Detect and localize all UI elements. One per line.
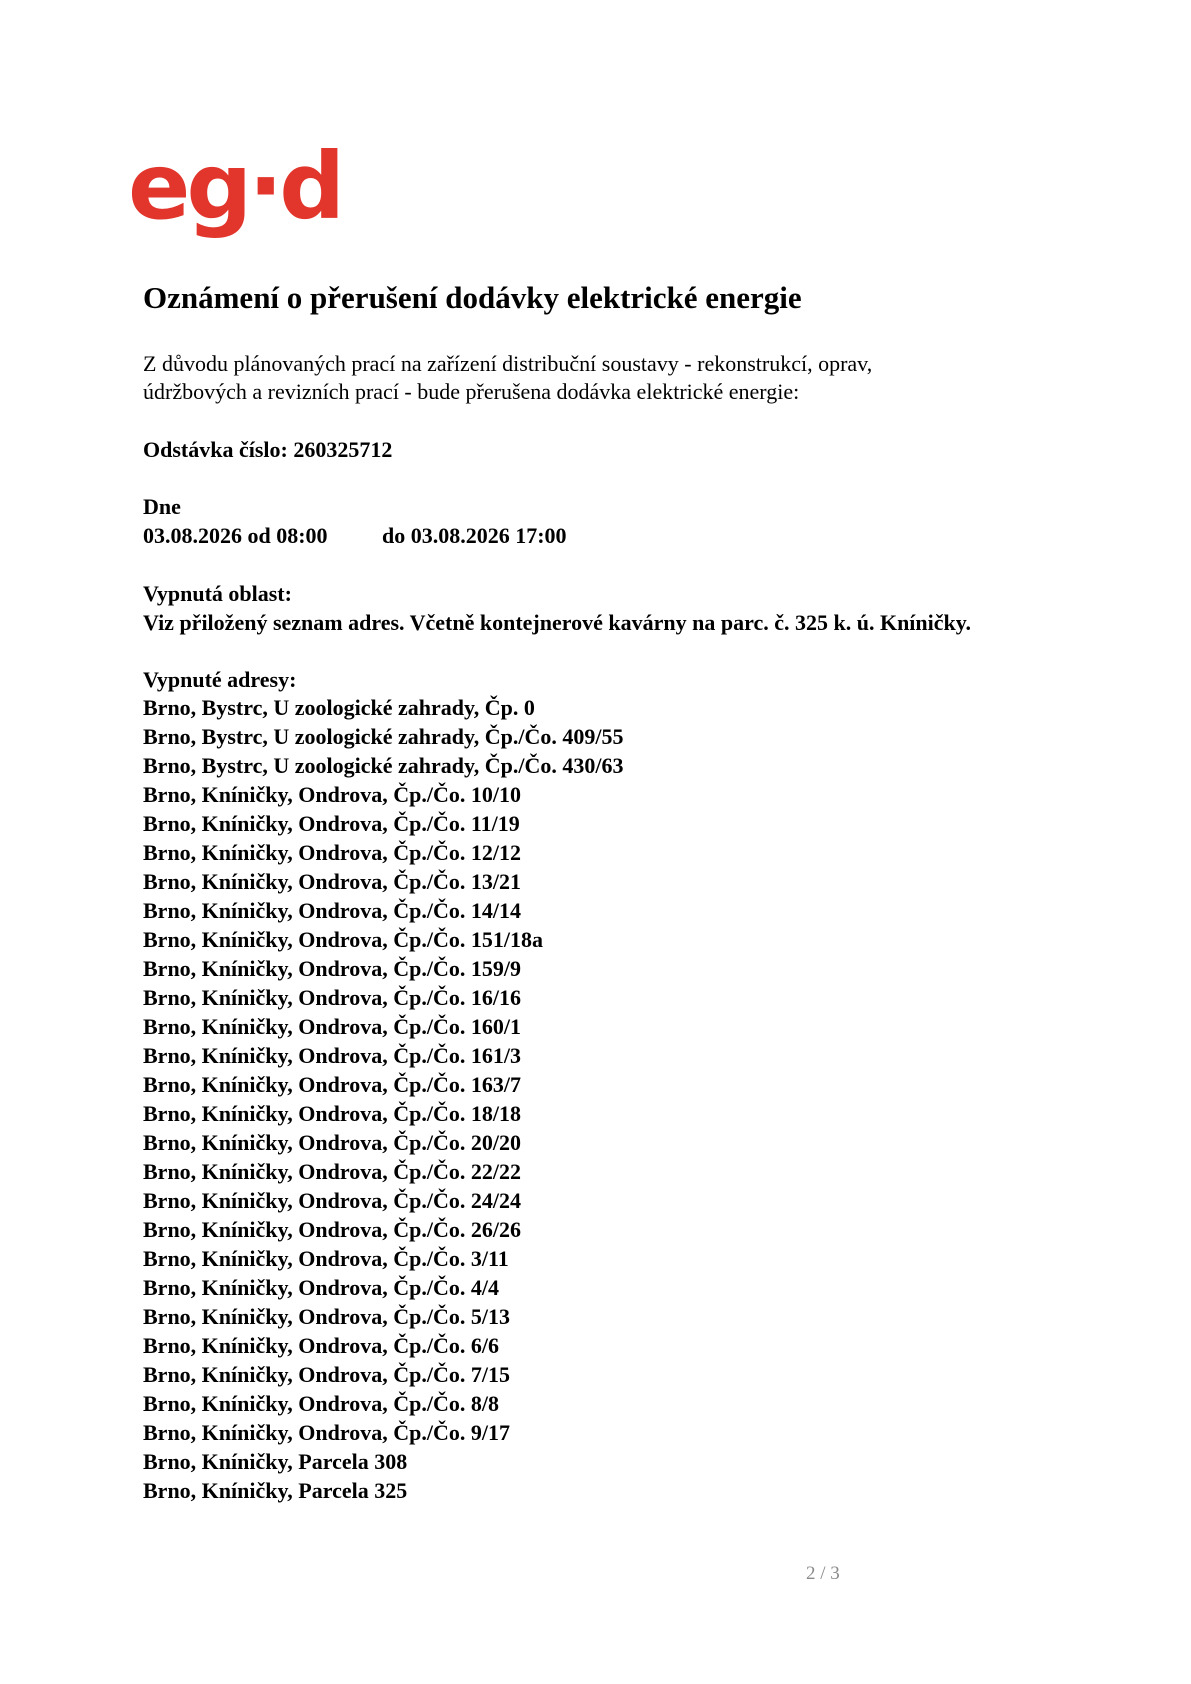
address-item: Brno, Kníničky, Ondrova, Čp./Čo. 159/9 — [143, 956, 521, 981]
page-indicator: 2 / 3 — [806, 1563, 840, 1584]
address-item: Brno, Kníničky, Ondrova, Čp./Čo. 22/22 — [143, 1159, 521, 1184]
addresses-heading: Vypnuté adresy: — [143, 667, 297, 692]
address-item: Brno, Kníničky, Ondrova, Čp./Čo. 12/12 — [143, 840, 521, 865]
address-item: Brno, Kníničky, Ondrova, Čp./Čo. 16/16 — [143, 985, 521, 1010]
address-item: Brno, Kníničky, Ondrova, Čp./Čo. 163/7 — [143, 1072, 521, 1097]
address-item: Brno, Kníničky, Parcela 308 — [143, 1449, 408, 1474]
document-title: Oznámení o přerušení dodávky elektrické energie — [143, 280, 802, 315]
address-item: Brno, Kníničky, Ondrova, Čp./Čo. 11/19 — [143, 811, 520, 836]
address-item: Brno, Kníničky, Ondrova, Čp./Čo. 13/21 — [143, 869, 521, 894]
outage-number: Odstávka číslo: 260325712 — [143, 437, 393, 462]
address-list — [143, 693, 624, 1505]
intro-paragraph — [143, 350, 1103, 406]
address-item: Brno, Kníničky, Ondrova, Čp./Čo. 20/20 — [143, 1130, 521, 1155]
address-item: Brno, Kníničky, Ondrova, Čp./Čo. 14/14 — [143, 898, 521, 923]
address-item: Brno, Kníničky, Ondrova, Čp./Čo. 18/18 — [143, 1101, 521, 1126]
address-item: Brno, Bystrc, U zoologické zahrady, Čp./Čo. 430/63 — [143, 753, 624, 778]
area-heading: Vypnutá oblast: — [143, 581, 292, 606]
address-item: Brno, Kníničky, Ondrova, Čp./Čo. 10/10 — [143, 782, 521, 807]
date-from: 03.08.2026 od 08:00 — [143, 523, 328, 548]
address-item: Brno, Kníničky, Ondrova, Čp./Čo. 4/4 — [143, 1275, 499, 1300]
intro-line: Z důvodu plánovaných prací na zařízení distribuční soustavy - rekonstrukcí, oprav, — [143, 351, 873, 376]
intro-line: údržbových a revizních prací - bude přerušena dodávka elektrické energie: — [143, 379, 800, 404]
address-item: Brno, Kníničky, Ondrova, Čp./Čo. 8/8 — [143, 1391, 499, 1416]
date-to: do 03.08.2026 17:00 — [382, 523, 567, 548]
address-item: Brno, Kníničky, Ondrova, Čp./Čo. 26/26 — [143, 1217, 521, 1242]
egd-logo-graphic — [128, 140, 348, 250]
egd-logo — [128, 140, 348, 250]
address-item: Brno, Kníničky, Ondrova, Čp./Čo. 161/3 — [143, 1043, 521, 1068]
address-item: Brno, Kníničky, Ondrova, Čp./Čo. 7/15 — [143, 1362, 510, 1387]
address-item: Brno, Kníničky, Ondrova, Čp./Čo. 9/17 — [143, 1420, 510, 1445]
address-item: Brno, Kníničky, Ondrova, Čp./Čo. 3/11 — [143, 1246, 509, 1271]
address-item: Brno, Bystrc, U zoologické zahrady, Čp./Čo. 409/55 — [143, 724, 624, 749]
address-item: Brno, Kníničky, Ondrova, Čp./Čo. 5/13 — [143, 1304, 510, 1329]
area-text: Viz přiložený seznam adres. Včetně kontejnerové kavárny na parc. č. 325 k. ú. Kníničky. — [143, 610, 972, 635]
address-item: Brno, Bystrc, U zoologické zahrady, Čp. 0 — [143, 695, 535, 720]
address-item: Brno, Kníničky, Ondrova, Čp./Čo. 24/24 — [143, 1188, 521, 1213]
address-item: Brno, Kníničky, Parcela 325 — [143, 1478, 408, 1503]
date-heading: Dne — [143, 494, 181, 519]
address-item: Brno, Kníničky, Ondrova, Čp./Čo. 6/6 — [143, 1333, 499, 1358]
address-item: Brno, Kníničky, Ondrova, Čp./Čo. 151/18a — [143, 927, 543, 952]
address-item: Brno, Kníničky, Ondrova, Čp./Čo. 160/1 — [143, 1014, 521, 1039]
egd-logo-text: eg·d — [128, 140, 342, 240]
